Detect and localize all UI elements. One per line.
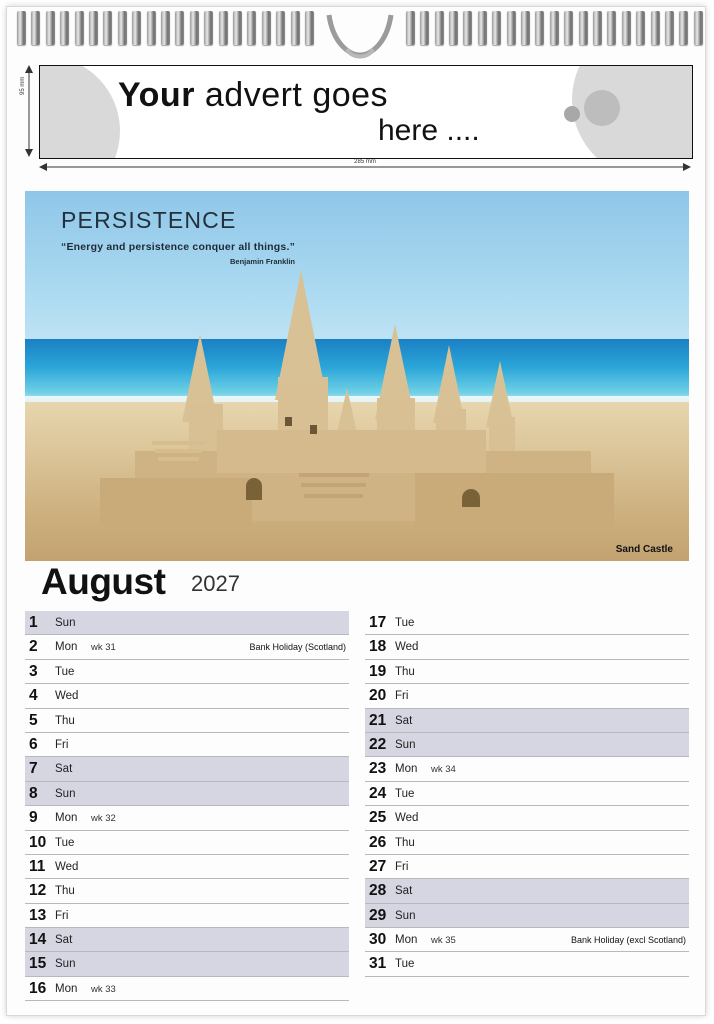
- day-of-week: Sat: [395, 714, 413, 727]
- day-row[interactable]: [25, 635, 349, 659]
- day-of-week: Sat: [55, 934, 73, 947]
- wire-coil: [507, 11, 516, 45]
- wire-coil: [17, 11, 26, 45]
- day-column-right: [365, 611, 689, 991]
- day-number: 27: [369, 857, 387, 875]
- day-of-week: Wed: [395, 641, 419, 654]
- day-of-week: Mon: [55, 641, 78, 654]
- day-of-week: Fri: [395, 690, 409, 703]
- day-row[interactable]: [25, 952, 349, 976]
- photo-quote-author: Benjamin Franklin: [230, 257, 296, 266]
- day-row[interactable]: [25, 660, 349, 684]
- advert-line-1-rest: advert goes: [194, 76, 389, 114]
- wire-coil: [449, 11, 458, 45]
- wire-coil: [60, 11, 69, 45]
- month-photo: [25, 191, 689, 561]
- wire-coil: [291, 11, 300, 45]
- day-number: 15: [29, 955, 47, 973]
- day-of-week: Sun: [55, 787, 76, 800]
- wire-coil: [622, 11, 631, 45]
- wire-coil: [89, 11, 98, 45]
- day-row[interactable]: [365, 611, 689, 635]
- day-number: 24: [369, 784, 387, 802]
- day-of-week: Mon: [55, 812, 78, 825]
- photo-caption: Sand Castle: [615, 544, 673, 555]
- day-row[interactable]: [365, 806, 689, 830]
- day-grid: [25, 611, 689, 997]
- decor-dot-large: [584, 90, 620, 126]
- day-row[interactable]: [25, 611, 349, 635]
- advert-line-1: [118, 76, 388, 115]
- wire-coil: [579, 11, 588, 45]
- height-dimension-label: 95 mm: [20, 76, 26, 95]
- day-number: 14: [29, 931, 47, 949]
- day-of-week: Sat: [55, 763, 73, 776]
- wire-coil: [204, 11, 213, 45]
- day-row[interactable]: [365, 782, 689, 806]
- day-row[interactable]: [25, 977, 349, 1001]
- day-number: 6: [29, 735, 38, 753]
- day-of-week: Tue: [55, 665, 75, 678]
- day-number: 22: [369, 735, 387, 753]
- wire-coil: [305, 11, 314, 45]
- day-number: 13: [29, 906, 47, 924]
- day-of-week: Mon: [395, 934, 418, 947]
- month-year: 2027: [191, 571, 240, 596]
- day-of-week: Thu: [395, 665, 415, 678]
- day-row[interactable]: [25, 757, 349, 781]
- wire-coil: [175, 11, 184, 45]
- day-number: 12: [29, 882, 47, 900]
- wire-binding: [7, 7, 707, 63]
- day-number: 18: [369, 638, 387, 656]
- day-row[interactable]: [365, 977, 689, 1001]
- decor-circle-left: [39, 65, 120, 159]
- day-number: 17: [369, 614, 387, 631]
- day-row[interactable]: [365, 684, 689, 708]
- day-number: 29: [369, 906, 387, 924]
- day-row[interactable]: [365, 733, 689, 757]
- holiday-note: Bank Holiday (excl Scotland): [570, 935, 686, 946]
- wire-coil: [118, 11, 127, 45]
- day-of-week: Tue: [395, 787, 415, 800]
- day-number: 25: [369, 809, 387, 827]
- week-number: wk 32: [91, 813, 116, 825]
- day-row[interactable]: [365, 904, 689, 928]
- wire-coil: [679, 11, 688, 45]
- day-row[interactable]: [25, 733, 349, 757]
- wire-coil: [636, 11, 645, 45]
- day-row[interactable]: [25, 904, 349, 928]
- wire-coil: [694, 11, 703, 45]
- day-number: 20: [369, 687, 387, 705]
- week-number: wk 33: [91, 983, 116, 995]
- wire-coil: [247, 11, 256, 45]
- day-number: 9: [29, 809, 38, 827]
- day-row[interactable]: [365, 928, 689, 952]
- wire-coil: [219, 11, 228, 45]
- day-column-left: [25, 611, 349, 997]
- day-number: 26: [369, 833, 387, 851]
- wire-coil: [492, 11, 501, 45]
- advert-box[interactable]: [39, 65, 693, 159]
- wire-coil: [161, 11, 170, 45]
- wire-coil: [564, 11, 573, 45]
- day-of-week: Mon: [55, 982, 78, 995]
- width-dimension-label: 285 mm: [351, 159, 379, 165]
- day-of-week: Sat: [395, 885, 413, 898]
- wire-coil: [276, 11, 285, 45]
- sandcastle-illustration: [65, 265, 649, 531]
- wire-coil: [435, 11, 444, 45]
- hanging-hook-icon: [325, 9, 395, 61]
- wire-coil: [651, 11, 660, 45]
- wire-coil: [147, 11, 156, 45]
- day-of-week: Tue: [395, 617, 415, 629]
- day-number: 11: [29, 857, 46, 875]
- calendar-page: [6, 6, 706, 1016]
- wire-coil: [463, 11, 472, 45]
- day-of-week: Sun: [395, 909, 416, 922]
- day-row[interactable]: [365, 855, 689, 879]
- day-row[interactable]: [365, 660, 689, 684]
- wire-coil: [478, 11, 487, 45]
- advert-line-2: here ....: [378, 114, 480, 147]
- wire-coil: [665, 11, 674, 45]
- day-row[interactable]: [365, 879, 689, 903]
- day-of-week: Thu: [55, 885, 75, 898]
- week-number: wk 35: [431, 935, 456, 947]
- wire-coil: [535, 11, 544, 45]
- wire-coil: [132, 11, 141, 45]
- day-of-week: Fri: [395, 860, 409, 873]
- decor-dot-small: [564, 106, 580, 122]
- week-number: wk 31: [91, 642, 116, 654]
- week-number: wk 34: [431, 764, 456, 776]
- day-row[interactable]: [25, 831, 349, 855]
- day-number: 3: [29, 662, 38, 680]
- day-row[interactable]: [25, 928, 349, 952]
- day-number: 21: [369, 711, 387, 729]
- day-number: 19: [369, 662, 387, 680]
- day-number: 4: [29, 687, 38, 705]
- wire-coil: [103, 11, 112, 45]
- width-dimension: [39, 159, 691, 175]
- month-header: [25, 561, 689, 605]
- wire-coil: [46, 11, 55, 45]
- day-row[interactable]: [365, 757, 689, 781]
- day-row[interactable]: [25, 709, 349, 733]
- wire-coil: [550, 11, 559, 45]
- height-dimension: [21, 65, 37, 157]
- wire-coil: [593, 11, 602, 45]
- day-row[interactable]: [365, 952, 689, 976]
- day-of-week: Sun: [55, 617, 76, 629]
- day-number: 7: [29, 760, 38, 778]
- wire-coil: [233, 11, 242, 45]
- day-of-week: Wed: [55, 690, 79, 703]
- day-of-week: Thu: [55, 714, 75, 727]
- day-number: 5: [29, 711, 38, 729]
- day-number: 8: [29, 784, 38, 802]
- day-row[interactable]: [25, 684, 349, 708]
- day-row[interactable]: [25, 855, 349, 879]
- day-row[interactable]: [365, 709, 689, 733]
- wire-coil: [31, 11, 40, 45]
- day-row[interactable]: [365, 635, 689, 659]
- photo-quote: “Energy and persistence conquer all things.”: [61, 241, 296, 253]
- wire-coil: [262, 11, 271, 45]
- day-of-week: Wed: [55, 860, 79, 873]
- day-of-week: Thu: [395, 836, 415, 849]
- day-row[interactable]: [365, 831, 689, 855]
- day-number: 16: [29, 979, 47, 997]
- day-number: 23: [369, 760, 387, 778]
- day-of-week: Mon: [395, 763, 418, 776]
- day-of-week: Tue: [395, 958, 415, 971]
- day-of-week: Sun: [395, 738, 416, 751]
- wire-coil: [420, 11, 429, 45]
- day-number: 31: [369, 955, 387, 973]
- day-of-week: Fri: [55, 909, 69, 922]
- day-row[interactable]: [25, 879, 349, 903]
- day-of-week: Wed: [395, 812, 419, 825]
- day-of-week: Fri: [55, 738, 69, 751]
- wire-coil: [190, 11, 199, 45]
- day-row[interactable]: [25, 806, 349, 830]
- wire-coil: [521, 11, 530, 45]
- advert-area[interactable]: [21, 65, 693, 175]
- advert-line-1-bold: Your: [118, 76, 195, 114]
- day-number: 30: [369, 931, 387, 949]
- photo-title: PERSISTENCE: [61, 207, 237, 233]
- day-number: 2: [29, 638, 38, 656]
- holiday-note: Bank Holiday (Scotland): [249, 642, 346, 653]
- day-number: 10: [29, 833, 47, 851]
- day-number: 28: [369, 882, 387, 900]
- wire-coil: [607, 11, 616, 45]
- day-of-week: Tue: [55, 836, 75, 849]
- month-name: August: [41, 561, 166, 602]
- day-of-week: Sun: [55, 958, 76, 971]
- wire-coil: [75, 11, 84, 45]
- wire-coil: [406, 11, 415, 45]
- day-row[interactable]: [25, 782, 349, 806]
- day-number: 1: [29, 614, 38, 631]
